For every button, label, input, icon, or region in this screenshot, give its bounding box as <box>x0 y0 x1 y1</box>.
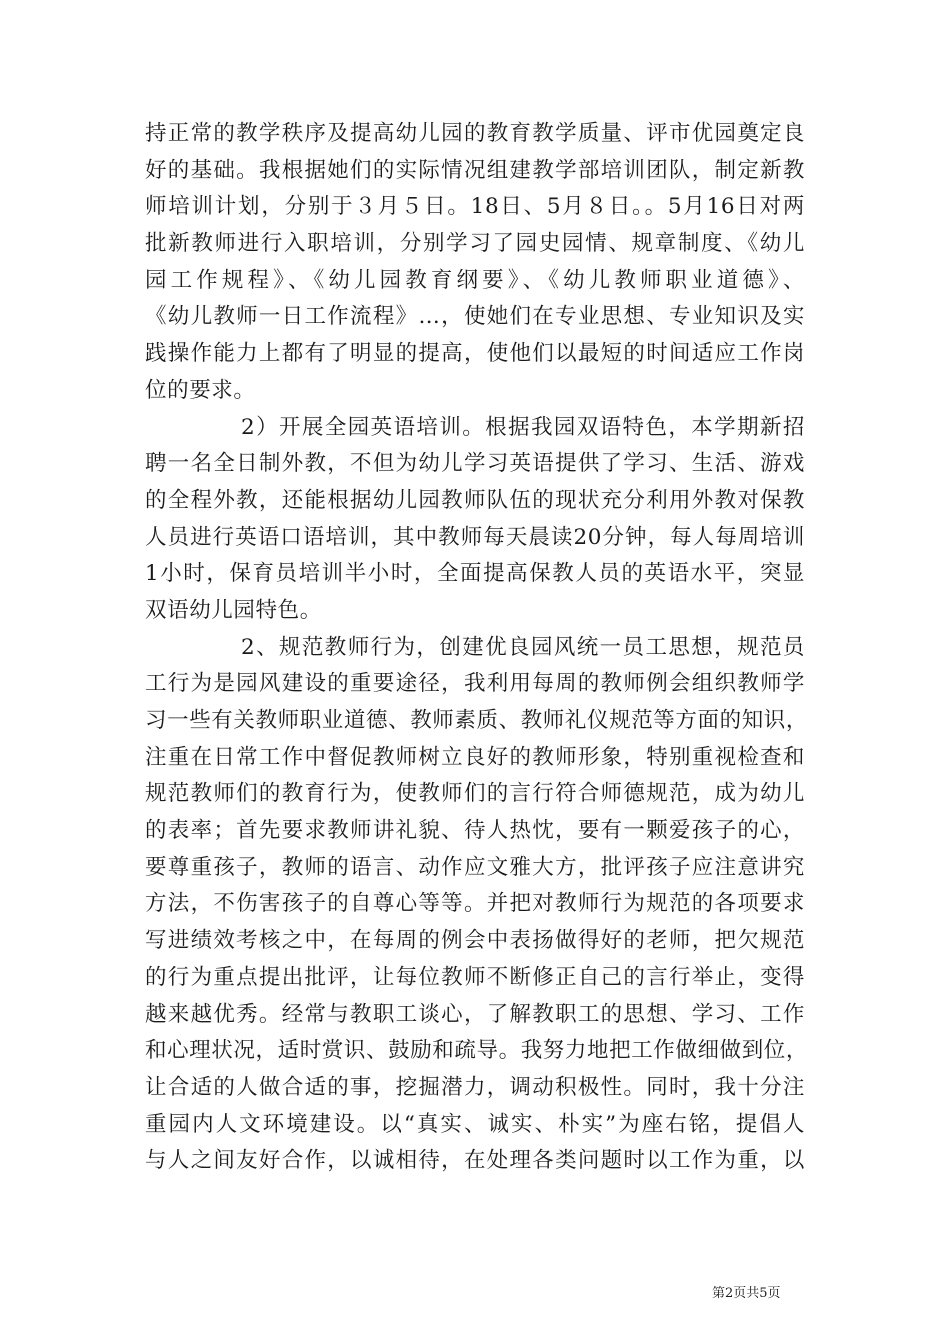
text-line: 批新教师进行入职培训，分别学习了园史园情、规章制度、《幼儿 <box>145 231 805 257</box>
text-line: 2）开展全园英语培训。根据我园双语特色，本学期新招 <box>241 414 805 440</box>
text-line: 和心理状况，适时赏识、鼓励和疏导。我努力地把工作做细做到位， <box>145 1038 809 1064</box>
text-line: 好的基础。我根据她们的实际情况组建教学部培训团队，制定新教 <box>145 157 805 183</box>
text-line: 的全程外教，还能根据幼儿园教师队伍的现状充分利用外教对保教 <box>145 487 805 513</box>
text-line: 重园内人文环境建设。以“真实、诚实、朴实”为座右铭，提倡人 <box>145 1111 805 1137</box>
text-line: 践操作能力上都有了明显的提高，使他们以最短的时间适应工作岗 <box>145 341 805 367</box>
body-text <box>145 116 809 1180</box>
text-line: 方法，不伤害孩子的自尊心等等。并把对教师行为规范的各项要求 <box>145 891 805 917</box>
text-line: 持正常的教学秩序及提高幼儿园的教育教学质量、评市优园奠定良 <box>145 121 805 146</box>
text-line: 人员进行英语口语培训，其中教师每天晨读20分钟，每人每周培训 <box>145 524 805 550</box>
text-line: 的表率；首先要求教师讲礼貌、待人热忱，要有一颗爱孩子的心， <box>145 818 805 844</box>
page-number-footer: 第2页共5页 <box>712 1286 781 1301</box>
text-line: 写进绩效考核之中，在每周的例会中表扬做得好的老师，把欠规范 <box>145 928 805 954</box>
text-line: 《幼儿教师一日工作流程》…，使她们在专业思想、专业知识及实 <box>145 304 805 330</box>
text-line: 位的要求。 <box>145 377 256 403</box>
text-line: 让合适的人做合适的事，挖掘潜力，调动积极性。同时，我十分注 <box>145 1074 805 1100</box>
text-line: 注重在日常工作中督促教师树立良好的教师形象，特别重视检查和 <box>145 744 805 770</box>
text-line: 双语幼儿园特色。 <box>145 597 322 623</box>
text-line: 规范教师们的教育行为，使教师们的言行符合师德规范，成为幼儿 <box>145 781 805 807</box>
text-line: 1小时，保育员培训半小时，全面提高保教人员的英语水平，突显 <box>145 561 805 587</box>
text-line: 2、规范教师行为，创建优良园风统一员工思想，规范员 <box>241 634 805 660</box>
text-line: 的行为重点提出批评，让每位教师不断修正自己的言行举止，变得 <box>145 964 805 990</box>
text-line: 习一些有关教师职业道德、教师素质、教师礼仪规范等方面的知识， <box>145 708 809 733</box>
text-line: 要尊重孩子，教师的语言、动作应文雅大方，批评孩子应注意讲究 <box>145 854 805 880</box>
text-line: 越来越优秀。经常与教职工谈心，了解教职工的思想、学习、工作 <box>145 1001 805 1027</box>
text-line: 师培训计划，分别于３月５日。18日、5月８日。。5月16日对两 <box>145 194 805 220</box>
text-line: 与人之间友好合作，以诚相待，在处理各类问题时以工作为重，以 <box>145 1148 805 1174</box>
text-line: 园工作规程》、《幼儿园教育纲要》、《幼儿教师职业道德》、 <box>145 267 805 293</box>
text-line: 工行为是园风建设的重要途径，我利用每周的教师例会组织教师学 <box>145 671 805 697</box>
text-line: 聘一名全日制外教，不但为幼儿学习英语提供了学习、生活、游戏 <box>145 451 805 477</box>
